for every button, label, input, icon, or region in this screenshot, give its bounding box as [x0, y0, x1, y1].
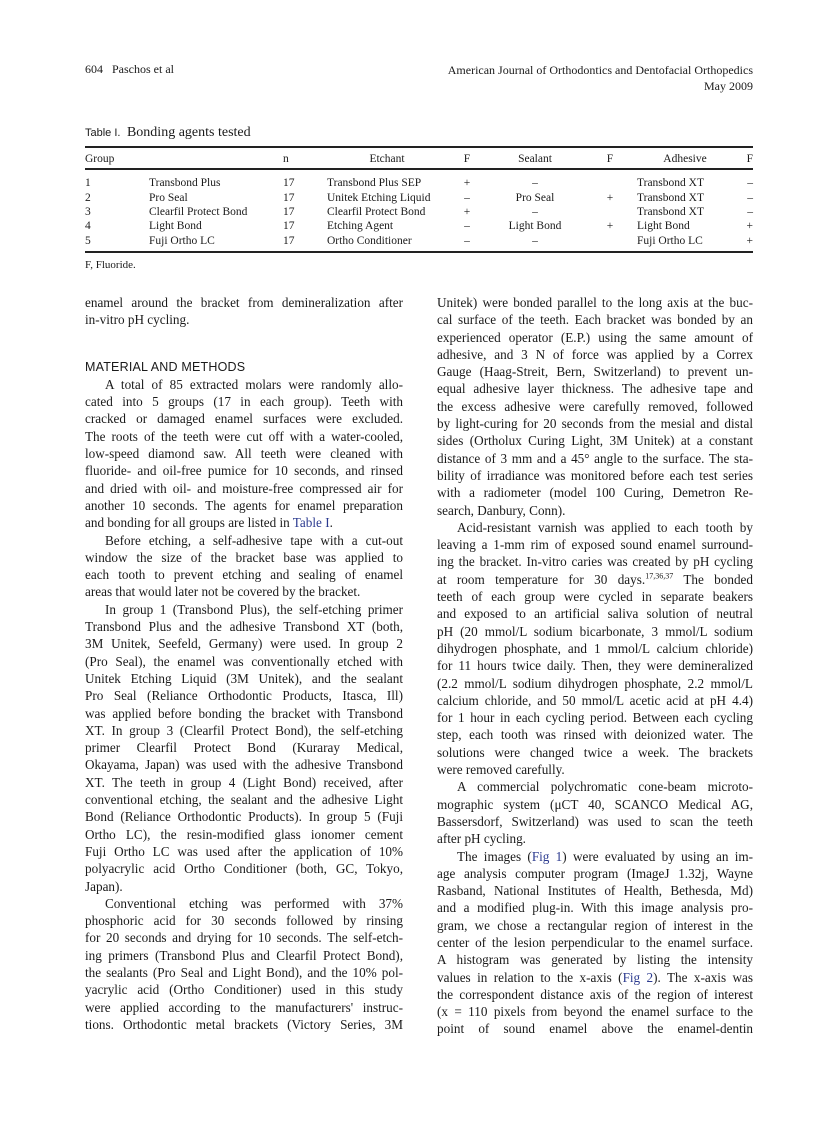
- cell-etchant-fluoride: –: [464, 234, 470, 247]
- text-line: XT. In group 3 (Clearfil Protect Bond), the self-etching: [85, 722, 403, 738]
- paragraph: [85, 294, 403, 329]
- cell-sample-size: 17: [283, 191, 295, 204]
- text-line: for 1 hour in each cycling period. Between each cycling: [437, 710, 753, 726]
- text-line: another 10 seconds. The agents for enamel preparation: [85, 497, 403, 513]
- table-label: Table I.: [85, 127, 121, 139]
- paragraph: [437, 848, 753, 1038]
- text-line: Unitek Etching Liquid (3M Unitek), and the sealant: [85, 670, 403, 686]
- text-line: XT. The teeth in group 4 (Light Bond) received, after: [85, 774, 403, 790]
- text-line: Japan).: [85, 878, 123, 894]
- cell-group-name: Light Bond: [149, 220, 202, 233]
- text-line: primer Clearfil Protect Bond (Kuraray Medical,: [85, 740, 403, 756]
- table-row: [85, 190, 753, 204]
- cell-adhesive: Fuji Ortho LC: [637, 234, 703, 247]
- bonding-agents-table: [85, 150, 753, 248]
- text-line: by light-curing for 20 seconds from the mesial and distal: [437, 416, 753, 432]
- col-header-n: n: [283, 153, 289, 165]
- text-line: Bassersdorf, Switzerland) was used to scan the teeth: [437, 813, 753, 829]
- text-line: calcium chloride, and 50 mmol/L acetic acid at pH 4.4): [437, 692, 753, 708]
- cell-etchant: Etching Agent: [327, 220, 394, 233]
- paragraph: [85, 895, 403, 1033]
- left-column: [85, 294, 403, 1033]
- table-row: [85, 219, 753, 233]
- text-line: Pro Seal (Reliance Orthodontic Products, Itasca, Ill): [85, 688, 403, 704]
- text-line: with a radiometer (model 100 Curing, Demetron Re-: [437, 485, 753, 501]
- cell-sample-size: 17: [283, 234, 295, 247]
- paragraph: [437, 519, 753, 778]
- cell-sealant: –: [532, 234, 538, 247]
- text-line: search, Danbury, Conn).: [437, 502, 566, 518]
- text-line: cal surface of the teeth. Each bracket was bonded by an: [437, 312, 753, 328]
- text-line: leaving a 1-mm rim of exposed sound enamel surround-: [437, 537, 753, 553]
- cell-group-number: 4: [85, 220, 91, 233]
- cell-group-number: 1: [85, 177, 91, 190]
- text-line: and exposed to an artificial saliva solution of neutral: [437, 606, 753, 622]
- table-top-rule: [85, 146, 753, 148]
- text-line: The images (Fig 1) were evaluated by using an im-: [457, 848, 754, 864]
- text-line: for 20 seconds and drying for 10 seconds. The self-etch-: [85, 930, 403, 946]
- table-row: [85, 172, 753, 190]
- text-line: Acid-resistant varnish was applied to each tooth by: [457, 519, 753, 535]
- cell-adhesive-fluoride: –: [747, 177, 753, 190]
- text-line: 3M Unitek, Seefeld, Germany) were used. In group 2: [85, 636, 403, 652]
- text-line: sides (Ortholux Curing Light, 3M Unitek) at a constant: [437, 433, 753, 449]
- section-heading: MATERIAL AND METHODS: [85, 359, 246, 374]
- text-line: (2.2 mmol/L sodium dihydrogen phosphate, 2.2 mmol/L: [437, 675, 753, 691]
- text-line: and bonding for all groups are listed in Table I.: [85, 515, 333, 531]
- cell-sealant-fluoride: [583, 172, 637, 190]
- text-line: yacrylic acid (Ortho Conditioner) used in this study: [85, 982, 403, 998]
- text-line: Ortho LC), the resin-modified glass ionomer cement: [85, 826, 403, 842]
- cell-group-number: 3: [85, 205, 91, 218]
- page-number: 604: [85, 62, 103, 76]
- cell-group-name: Transbond Plus: [149, 177, 221, 190]
- table-row: [85, 234, 753, 248]
- col-header-adhesive: Adhesive: [663, 153, 707, 165]
- text-line: Before etching, a self-adhesive tape with a cut-out: [105, 532, 403, 548]
- text-line: Rasband, National Institutes of Health, Bethesda, Md): [437, 883, 753, 899]
- cell-group-name: Fuji Ortho LC: [149, 234, 215, 247]
- cell-sealant-fluoride: [583, 234, 637, 248]
- text-line: A histogram was generated by listing the intensity: [437, 952, 753, 968]
- paragraph: [437, 778, 753, 847]
- journal-name: American Journal of Orthodontics and Dentofacial Orthopedics: [447, 63, 753, 77]
- cell-group-name: Pro Seal: [149, 191, 188, 204]
- col-header-etchant-fluoride: F: [463, 153, 471, 165]
- text-line: distance of 3 mm and a 45° angle to the surface. The sta-: [437, 450, 753, 466]
- text-line: and a modified plug-in. With this image analysis pro-: [437, 900, 753, 916]
- text-line: step, each tooth was rinsed with deionized water. The: [437, 727, 753, 743]
- text-line: were removed carefully.: [437, 762, 565, 778]
- table-bottom-rule: [85, 251, 753, 253]
- text-line: and dried with oil- and moisture-free compressed air for: [85, 480, 403, 496]
- text-line: the correspondent distance axis of the region of interest: [437, 986, 753, 1002]
- text-line: point of sound enamel above the enamel-dentin: [437, 1021, 753, 1037]
- col-header-adhesive-fluoride: F: [746, 153, 753, 165]
- text-line: Gauge (Haag-Streit, Bern, Switzerland) to prevent un-: [437, 364, 753, 380]
- cell-etchant-fluoride: +: [463, 205, 471, 218]
- text-line: window the size of the bracket base was applied to: [85, 549, 403, 565]
- text-line: solutions were changed twice a week. The brackets: [437, 744, 753, 760]
- cross-reference-link[interactable]: Table I: [292, 515, 330, 531]
- text-line: Unitek) were bonded parallel to the long axis at the buc-: [437, 295, 753, 310]
- table-caption: [85, 125, 251, 141]
- cell-sample-size: 17: [283, 205, 295, 218]
- text-line: tions. Orthodontic metal brackets (Victory Series, 3M: [85, 1016, 403, 1032]
- text-line: areas that would later not be covered by the bracket.: [85, 584, 361, 600]
- text-line: in-vitro pH cycling.: [85, 312, 190, 328]
- text-line: at room temperature for 30 days.$^{17,36,37}$ The bonded: [437, 571, 754, 587]
- text-line: each tooth to prevent etching and sealing of enamel: [85, 567, 403, 583]
- col-header-sealant: Sealant: [518, 153, 552, 165]
- cell-sealant-fluoride: +: [606, 220, 614, 233]
- cell-etchant-fluoride: +: [463, 177, 471, 190]
- cell-sealant: Pro Seal: [515, 191, 555, 204]
- cell-adhesive-fluoride: –: [747, 205, 753, 218]
- table-title: Bonding agents tested: [126, 125, 251, 140]
- cell-etchant: Ortho Conditioner: [327, 234, 412, 247]
- cell-etchant-fluoride: –: [464, 191, 470, 204]
- cell-group-number: 5: [85, 234, 91, 247]
- text-line: experienced operator (E.P.) using the same amount of: [437, 329, 753, 345]
- cell-adhesive: Transbond XT: [637, 205, 704, 218]
- col-header-sealant-fluoride: F: [606, 153, 614, 165]
- text-line: cated into 5 groups (17 in each group). Teeth with: [85, 394, 403, 410]
- text-line: fluoride- and oil-free pumice for 10 seconds, and rinsed: [85, 463, 403, 479]
- text-line: Okayama, Japan) was used with the adhesive Transbond: [85, 757, 403, 773]
- citation-superscript[interactable]: 17,36,37: [645, 571, 674, 581]
- cell-sealant-fluoride: +: [606, 191, 614, 204]
- text-line: ing the bracket. In-vitro caries was created by pH cycling: [437, 554, 753, 570]
- text-line: polyacrylic acid Ortho Conditioner (both, GC, Tokyo,: [85, 861, 403, 877]
- text-line: pH (20 mmol/L sodium bicarbonate, 3 mmol/L sodium: [437, 623, 753, 639]
- table-footnote: F, Fluoride.: [85, 259, 136, 271]
- text-line: was applied before bonding the bracket with Transbond: [85, 705, 403, 721]
- cell-adhesive: Transbond XT: [637, 177, 704, 190]
- cell-etchant: Clearfil Protect Bond: [327, 205, 426, 218]
- issue-date: May 2009: [704, 79, 753, 93]
- cell-sealant: –: [532, 177, 538, 190]
- text-line: Bond (Reliance Orthodontic Products). In group 5 (Fuji: [85, 809, 403, 825]
- paragraph: [437, 294, 753, 519]
- text-line: mographic system (μCT 40, SCANCO Medical AG,: [437, 796, 753, 812]
- cell-adhesive: Light Bond: [637, 220, 690, 233]
- cell-sealant: –: [532, 205, 538, 218]
- paragraph: [85, 532, 403, 601]
- cell-sealant-fluoride: [583, 205, 637, 219]
- text-line: The roots of the teeth were cut off with a water-cooled,: [85, 428, 403, 444]
- text-line: Transbond Plus and the adhesive Transbond XT (both,: [85, 619, 403, 635]
- cell-adhesive-fluoride: +: [746, 220, 753, 233]
- text-line: (Pro Seal), the enamel was conventionally etched with: [85, 653, 403, 669]
- text-line: In group 1 (Transbond Plus), the self-etching primer: [105, 601, 403, 617]
- text-line: cracked or damaged enamel surfaces were excluded.: [85, 411, 403, 427]
- methods-body-continued: [437, 294, 753, 1038]
- cell-adhesive: Transbond XT: [637, 191, 704, 204]
- text-line: low-speed diamond saw. All teeth were cleaned with: [85, 446, 403, 462]
- cell-sealant: Light Bond: [508, 220, 562, 233]
- text-line: Conventional etching was performed with 37%: [105, 895, 403, 911]
- cell-etchant: Transbond Plus SEP: [327, 177, 422, 190]
- cell-etchant: Unitek Etching Liquid: [327, 191, 431, 204]
- text-line: teeth of each group were cycled in separate beakers: [437, 589, 753, 605]
- cell-etchant-fluoride: –: [464, 220, 470, 233]
- text-line: Fuji Ortho LC was used after the application of 10%: [85, 843, 403, 859]
- col-header-group: Group: [85, 153, 115, 165]
- text-line: were applied according to the manufacturers' instruc-: [85, 999, 403, 1015]
- text-line: dihydrogen phosphate, and 1 mmol/L calcium chloride): [437, 640, 753, 656]
- col-header-name: [149, 150, 283, 172]
- methods-body: [85, 376, 403, 1033]
- text-line: adhesive, and 3 N of force was applied by a Correx: [437, 346, 753, 362]
- text-line: for 11 hours twice daily. Then, they were demineralized: [437, 658, 753, 674]
- cell-sample-size: 17: [283, 177, 295, 190]
- text-line: gram, we chose a rectangular region of interest in the: [437, 917, 753, 933]
- running-header-right: [448, 62, 753, 94]
- intro-paragraph-continued: [85, 294, 403, 329]
- text-line: age analysis computer program (ImageJ 1.32j, Wayne: [437, 865, 753, 881]
- col-header-etchant: Etchant: [369, 153, 405, 165]
- text-line: the sealants (Pro Seal and Light Bond), and the 10% pol-: [85, 964, 403, 980]
- authors: Paschos et al: [112, 62, 174, 76]
- paragraph: [85, 601, 403, 895]
- cell-group-number: 2: [85, 191, 91, 204]
- text-line: bility of irradiance was monitored before each test series: [437, 467, 753, 483]
- cross-reference-link[interactable]: Fig 2: [622, 969, 654, 985]
- table-header-row: [85, 150, 753, 172]
- text-line: center of the lesion perpendicular to the enamel surface.: [437, 934, 753, 950]
- cross-reference-link[interactable]: Fig 1: [531, 848, 563, 864]
- cell-adhesive-fluoride: +: [746, 234, 753, 247]
- text-line: A commercial polychromatic cone-beam microto-: [457, 779, 753, 795]
- text-line: phosphoric acid for 30 seconds followed by rinsing: [85, 913, 403, 929]
- text-line: after pH cycling.: [437, 831, 526, 847]
- text-line: enamel around the bracket from demineralization after: [85, 295, 403, 310]
- text-line: equal adhesive layer thickness. The adhesive tape and: [437, 381, 753, 397]
- paragraph: [85, 376, 403, 532]
- text-line: (x = 110 pixels from beyond the enamel surface to the: [437, 1004, 753, 1020]
- cell-group-name: Clearfil Protect Bond: [149, 205, 248, 218]
- cell-adhesive-fluoride: –: [747, 191, 753, 204]
- right-column: [437, 294, 753, 1038]
- text-line: values in relation to the x-axis (Fig 2). The x-axis was: [437, 969, 753, 985]
- text-line: conventional etching, the sealant and the adhesive Light: [85, 792, 403, 808]
- cell-sample-size: 17: [283, 220, 295, 233]
- text-line: ing primers (Transbond Plus and Clearfil Protect Bond),: [85, 947, 403, 963]
- text-line: A total of 85 extracted molars were randomly allo-: [105, 376, 403, 392]
- text-line: the excess adhesive were carefully removed, followed: [437, 398, 753, 414]
- running-header-left: [85, 62, 174, 77]
- table-row: [85, 205, 753, 219]
